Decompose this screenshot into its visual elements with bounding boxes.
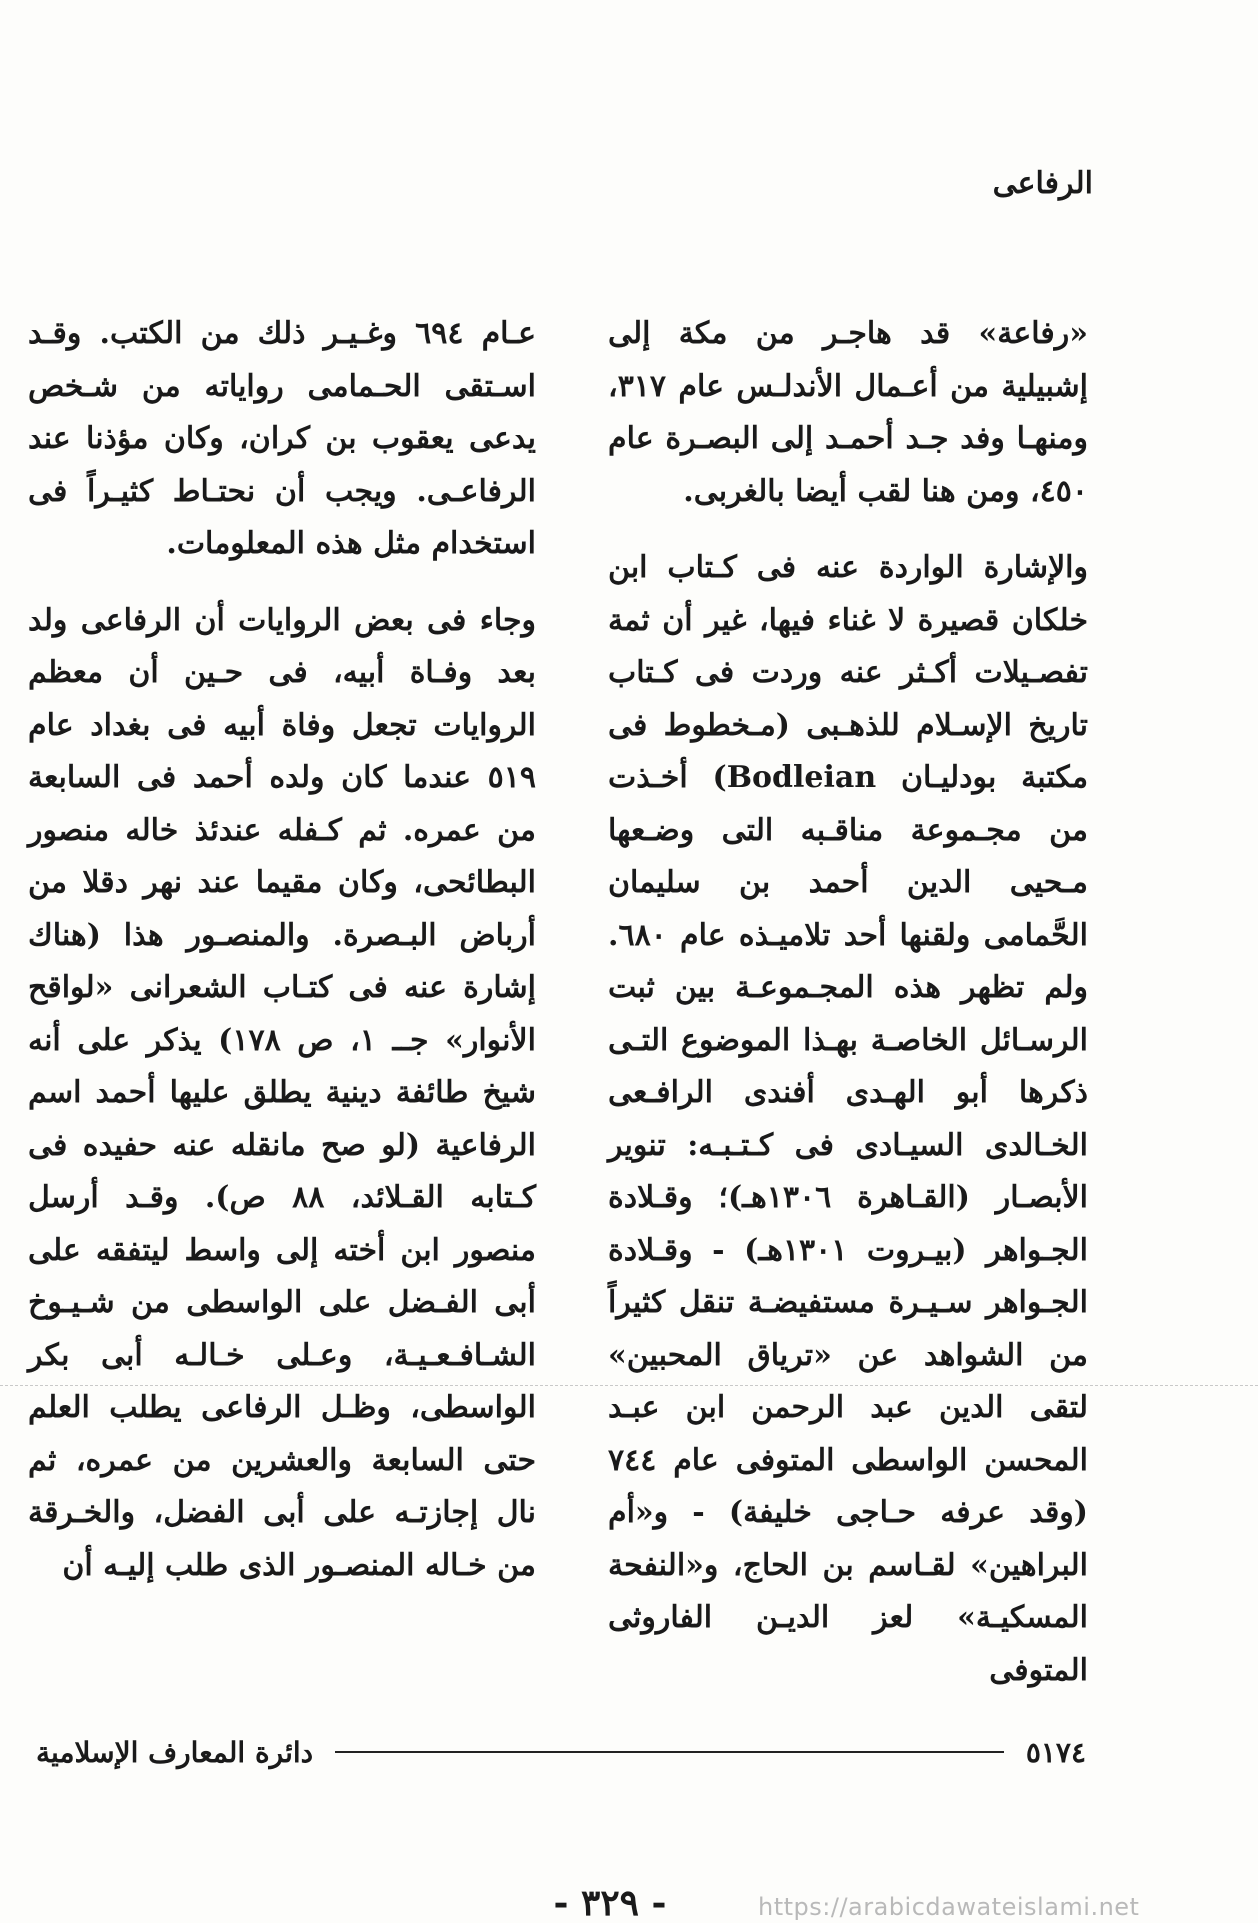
- page-number: - ٣٢٩ -: [553, 1882, 667, 1924]
- left-column-paragraph: عـام ٦٩٤ وغـيـر ذلك من الكتب. وقـد اسـتقى الحـمامى رواياته من شـخص يدعى يعقوب بن كران، وكان مؤذنا عند الرفاعـى. ويجب أن نحتـاط كثيـراً فى استخدام مثل هذه المعلومات.: [28, 316, 536, 561]
- left-column: [28, 308, 536, 1616]
- right-column: [608, 308, 1088, 1721]
- running-head: الرفاعى: [992, 166, 1093, 201]
- footer: [36, 1732, 1086, 1772]
- watermark-url: https://arabicdawateislami.net: [758, 1893, 1140, 1921]
- footer-encyclopedia-title: دائرة المعارف الإسلامية: [36, 1735, 314, 1769]
- footer-rule: [335, 1751, 1004, 1753]
- right-column-paragraph: «رفاعة» قد هاجـر من مكة إلى إشبيلية من أعـمال الأندلـس عام ٣١٧، ومنهـا وفد جـد أحمـد إلى البصـرة عام ٤٥٠، ومن هنا لقب أيضا بالغربى.: [608, 316, 1088, 509]
- left-column-paragraph: وجاء فى بعض الروايات أن الرفاعى ولد بعد وفـاة أبيه، فى حـين أن معظم الروايات تجعل وفاة أبيه فى بغداد عام ٥١٩ عندما كان ولده أحمد فى السابعة من عمره. ثم كـفله عندئذ خاله منصور البطائحى، وكان مقيما عند نهر دقلا من أرباض البـصرة. والمنصـور هذا (هناك إشارة عنه فى كتـاب الشعرانى «لواقح الأنوار» جــ ١، ص ١٧٨) يذكر على أنه شيخ طائفة دينية يطلق عليها أحمد اسم الرفاعية (لو صح مانقله عنه حفيده فى كـتابه القـلائد، ٨٨ ص). وقـد أرسل منصور ابن أخته إلى واسط ليتفقه على أبى الفـضل على الواسطى من شـيـوخ الشـافـعـيـة، وعـلى خـالـه أبى بكر الواسطى، وظـل الرفاعى يطلب العلم حتى السابعة والعشرين من عمره، ثم نال إجازتـه على أبى الفضل، والخـرقة من خـاله المنصـور الذى طلب إليـه أن: [28, 602, 536, 1583]
- scan-fold-line: [0, 1385, 1258, 1386]
- footer-page-reference: ٥١٧٤: [1025, 1735, 1086, 1769]
- right-column-paragraph: والإشارة الواردة عنه فى كـتاب ابن خلكان قصيرة لا غناء فيها، غير أن ثمة تفصـيلات أكـثر عنه وردت فى كـتاب تاريخ الإسـلام للذهـبى (مـخطوط فى مكتبة بودليـان Bodleian) أخـذت من مجـموعة مناقـبه التى وضـعها مـحيى الدين أحمد بن سليمان الحَّمامى ولقنها أحد تلاميـذه عام ٦٨٠. ولم تظهر هذه المجـموعـة بين ثبت الرسـائل الخاصـة بهـذا الموضوع التـى ذكرها أبو الهـدى أفندى الرافـعى الخـالدى السيـادى فى كـتـبـه: تنوير الأبصـار (القـاهرة ١٣٠٦هـ)؛ وقـلادة الجـواهر (بيـروت ١٣٠١هـ) - وقـلادة الجـواهر سـيـرة مستفيضـة تنقل كثيراً من الشواهد عن «ترياق المحبين» لتقى الدين عبد الرحمن ابن عبـد المحسن الواسطى المتوفى عام ٧٤٤ (وقد عرفه حـاجى خليفة) - و«أم البراهين» لقـاسم بن الحاج، و«النفحة المسكيـة» لعز الديـن الفاروثى المتوفى: [608, 550, 1089, 1688]
